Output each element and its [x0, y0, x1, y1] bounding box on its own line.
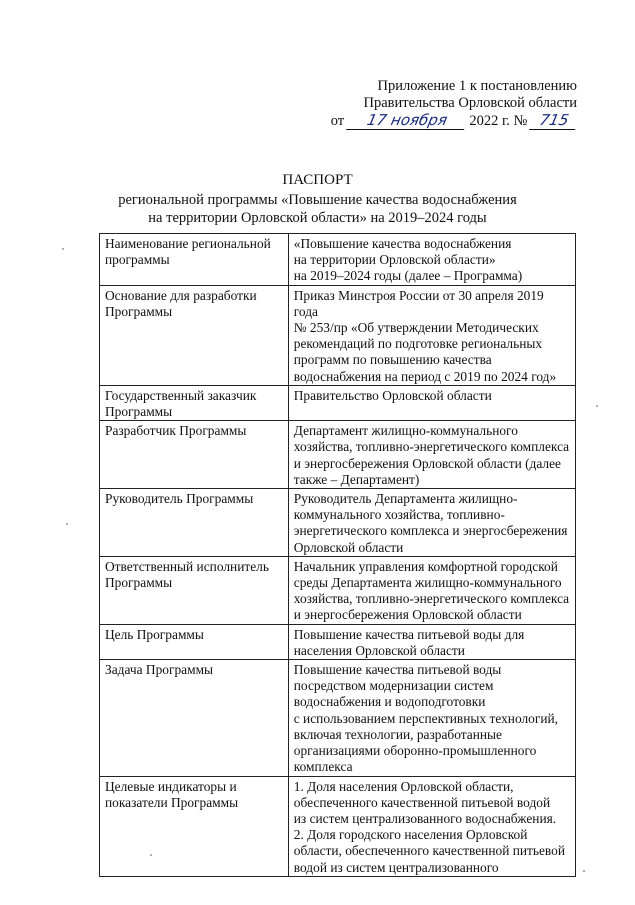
- row-label: Руководитель Программы: [100, 489, 289, 557]
- table-row: [100, 385, 576, 420]
- row-label: Основание для разработки Программы: [100, 285, 289, 385]
- row-label: Цель Программы: [100, 624, 289, 659]
- row-label: Ответственный исполнитель Программы: [100, 556, 289, 624]
- appendix-block: [331, 78, 577, 130]
- row-value: «Повышение качества водоснабжения на территории Орловской области» на 2019–2024 годы (далее – Программа): [288, 234, 575, 286]
- row-value: Руководитель Департамента жилищно- коммунального хозяйства, топливно- энергетического комплекса и энергосбережения Орловской области: [288, 489, 575, 557]
- title-line-3: на территории Орловской области» на 2019–2024 годы: [148, 210, 487, 226]
- scan-dot: [583, 870, 585, 872]
- passport-table: [99, 233, 576, 877]
- handwritten-date: 17 ноября: [346, 112, 468, 130]
- appendix-date-prefix: от: [330, 113, 345, 129]
- table-row: [100, 421, 576, 489]
- table-row: [100, 776, 576, 876]
- passport-heading: ПАСПОРТ: [282, 172, 353, 188]
- table-row: [100, 489, 576, 557]
- row-value: Повышение качества питьевой воды для населения Орловской области: [288, 624, 575, 659]
- scan-dot: [66, 523, 68, 525]
- table-row: [100, 285, 576, 385]
- appendix-line-1: Приложение 1 к постановлению: [377, 78, 577, 94]
- row-label: Задача Программы: [100, 660, 289, 776]
- scan-dot: [150, 854, 152, 856]
- row-label: Целевые индикаторы и показатели Программы: [100, 776, 289, 876]
- appendix-line-3: [331, 112, 577, 130]
- table-row: [100, 234, 576, 286]
- appendix-year: 2022 г. №: [469, 113, 528, 129]
- row-label: Наименование региональной программы: [100, 234, 289, 286]
- row-value: Департамент жилищно-коммунального хозяйства, топливно-энергетического комплекса и энергосбережения Орловской области (далее также – Департамент): [288, 421, 575, 489]
- row-value: Правительство Орловской области: [288, 385, 575, 420]
- document-title: [0, 171, 635, 227]
- row-value: Приказ Минстроя России от 30 апреля 2019 года № 253/пр «Об утверждении Методических рекомендаций по подготовке региональных программ по повышению качества водоснабжения на период с 2019 по 2024 год»: [288, 285, 575, 385]
- row-label: Государственный заказчик Программы: [100, 385, 289, 420]
- handwritten-number: 715: [529, 112, 579, 130]
- row-label: Разработчик Программы: [100, 421, 289, 489]
- row-value: Начальник управления комфортной городской среды Департамента жилищно-коммунального хозяйства, топливно-энергетического комплекса и энергосбережения Орловской области: [288, 556, 575, 624]
- appendix-line-2: Правительства Орловской области: [363, 95, 577, 111]
- row-value: 1. Доля населения Орловской области, обеспеченного качественной питьевой водой из систем централизованного водоснабжения. 2. Доля городского населения Орловской области, обеспеченного качественной питьевой водой из систем централизованного: [288, 776, 575, 876]
- scan-dot: [62, 248, 64, 250]
- table-row: [100, 556, 576, 624]
- title-line-2: региональной программы «Повышение качества водоснабжения: [118, 192, 517, 208]
- scan-dot: [596, 405, 598, 407]
- table-row: [100, 660, 576, 776]
- row-value: Повышение качества питьевой воды посредством модернизации систем водоснабжения и водоподготовки с использованием перспективных технологий, включая технологии, разработанные организациями оборонно-промышленного комплекса: [288, 660, 575, 776]
- table-row: [100, 624, 576, 659]
